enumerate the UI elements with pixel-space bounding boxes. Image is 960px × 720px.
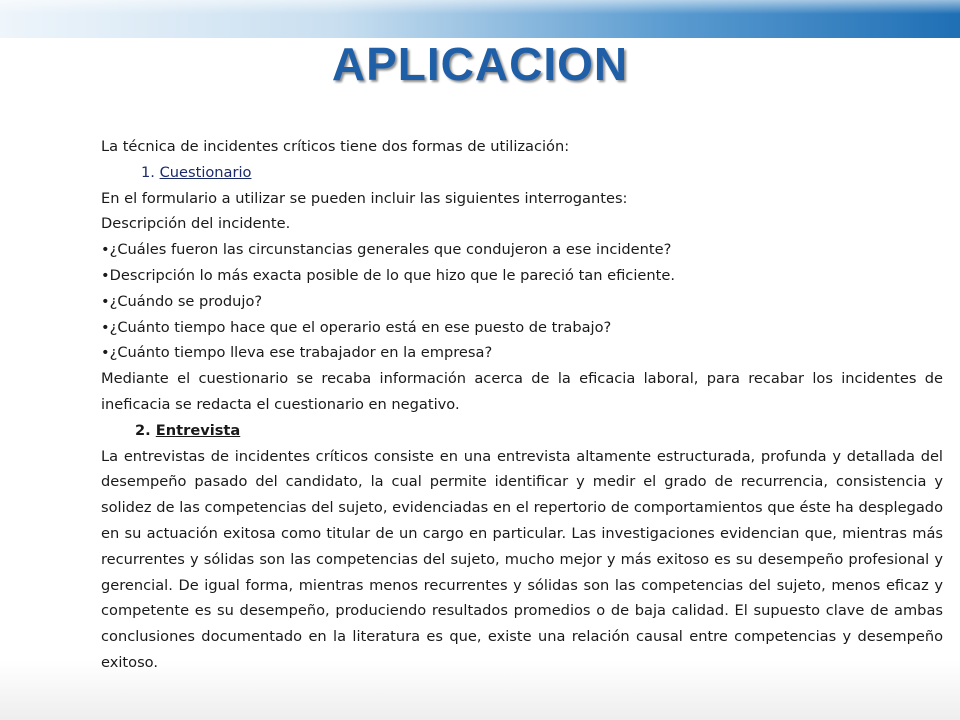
bullet-item: •¿Cuánto tiempo hace que el operario está en ese puesto de trabajo? [101,318,612,336]
section1-number: 1. [141,163,160,181]
section2-label: Entrevista [155,421,241,439]
questionnaire-summary: Mediante el cuestionario se recaba información acerca de la eficacia laboral, para recabar los incidentes de ineficacia se redacta el cuestionario en negativo. [101,370,943,413]
questions-intro: En el formulario a utilizar se pueden incluir las siguientes interrogantes: [101,189,628,207]
bullet-item: •Descripción lo más exacta posible de lo que hizo que le pareció tan eficiente. [101,266,675,284]
header-band [0,0,960,38]
bullet-item: •¿Cuáles fueron las circunstancias generales que condujeron a ese incidente? [101,241,672,259]
section1-label: Cuestionario [159,163,252,181]
bullet-item: •¿Cuándo se produjo? [101,292,263,310]
header-band-shine [0,0,960,14]
incident-description: Descripción del incidente. [101,215,291,233]
section1-heading [101,160,943,186]
slide-body [101,134,943,676]
interview-paragraph: La entrevistas de incidentes críticos consiste en una entrevista altamente estructurada, profunda y detallada del desempeño pasado del candidato, la cual permite identificar y medir el grado de recurrencia, consistencia y solidez de las competencias del sujeto, evidenciadas en el repertorio de comportamientos que éste ha desplegado en su actuación exitosa como titular de un cargo en particular. Las investigaciones evidencian que, mientras más recurrentes y sólidas son las competencias del sujeto, mucho mejor y más exitoso es su desempeño profesional y gerencial. De igual forma, mientras menos recurrentes y sólidas son las competencias del sujeto, menos eficaz y competente es su desempeño, produciendo resultados promedios o de baja calidad. El supuesto clave de ambas conclusiones documentado en la literatura es que, existe una relación causal entre competencias y desempeño exitoso. [101,447,943,671]
intro-line: La técnica de incidentes críticos tiene dos formas de utilización: [101,138,570,155]
slide-title: APLICACION [331,38,629,90]
bullet-item: •¿Cuánto tiempo lleva ese trabajador en la empresa? [101,344,493,362]
section2-number: 2. [135,421,156,439]
section2-heading [101,418,943,444]
